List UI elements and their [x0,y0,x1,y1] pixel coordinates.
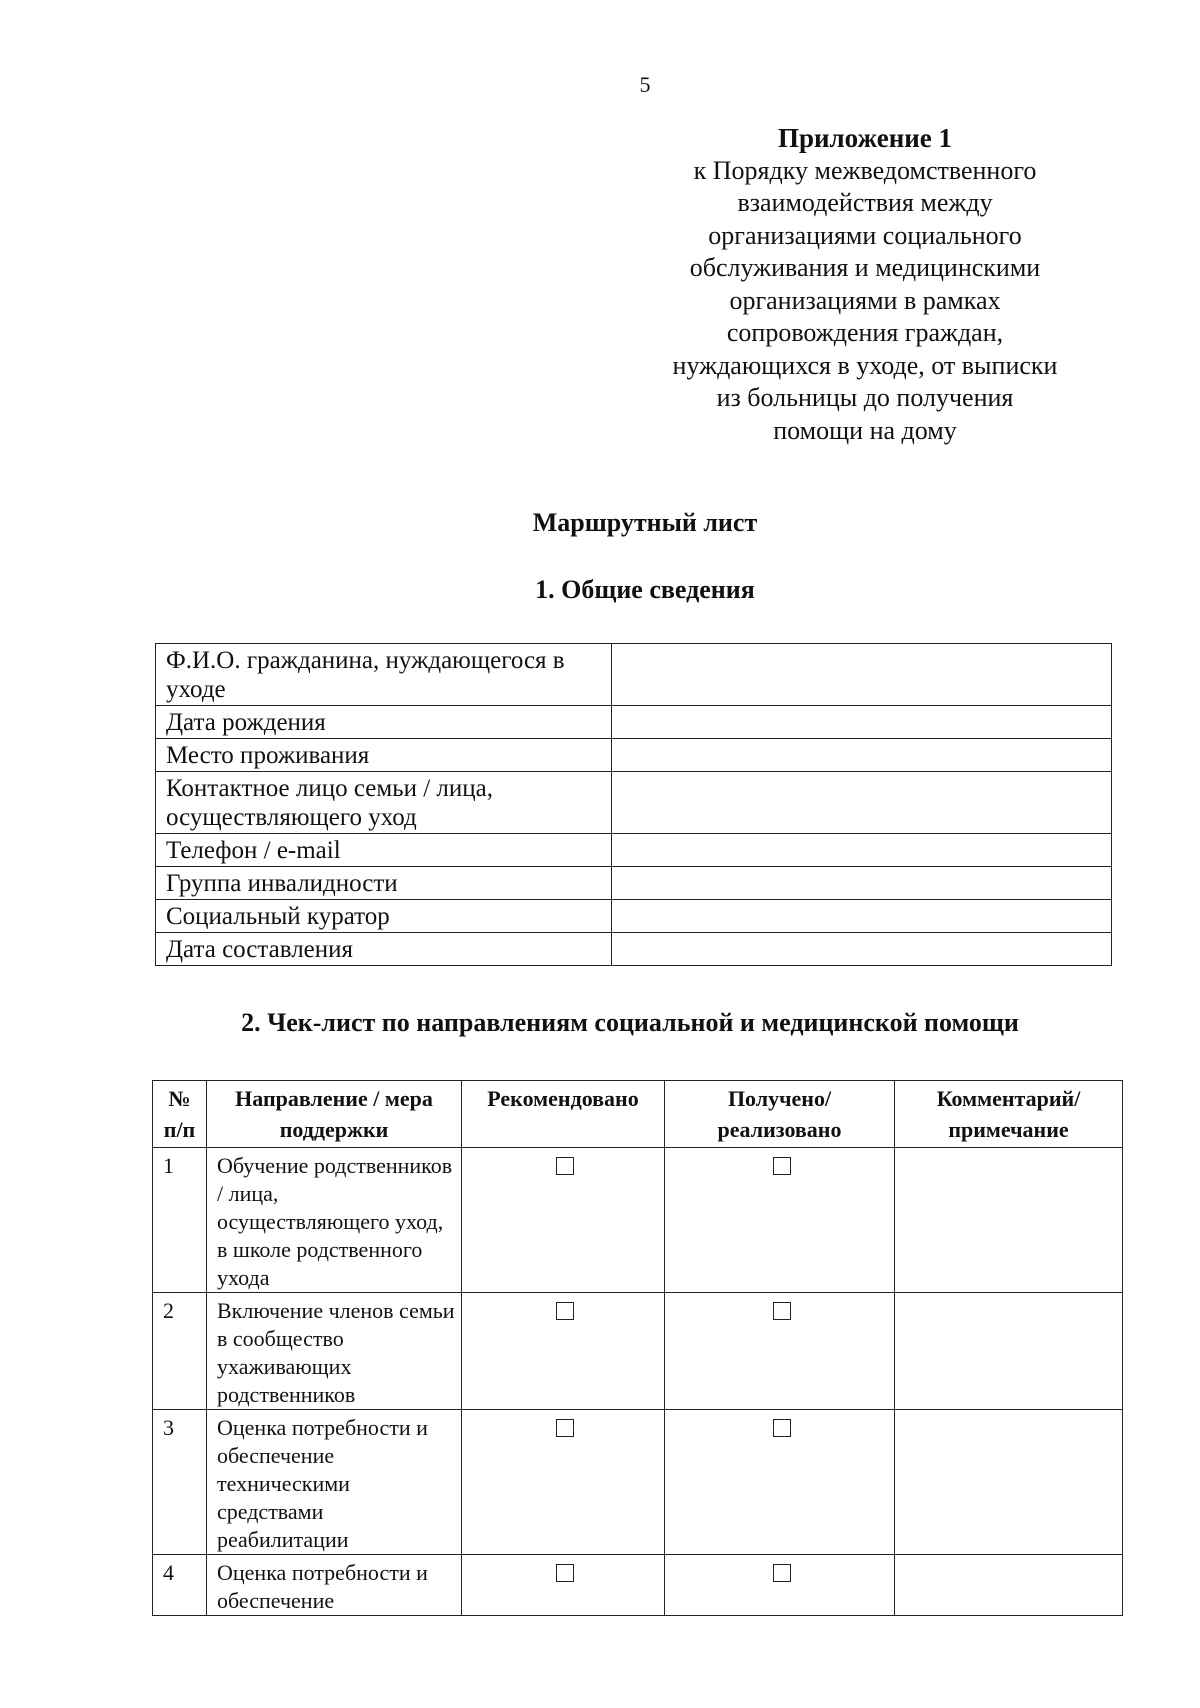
checklist-row [153,1148,1123,1293]
info-value-cell[interactable] [612,739,1112,772]
received-checkbox[interactable] [773,1302,791,1320]
checklist-row [153,1555,1123,1616]
appendix-line: обслуживания и медицинскими [689,253,1041,282]
recommended-checkbox[interactable] [556,1157,574,1175]
checklist-row [153,1293,1123,1410]
info-row [156,867,1112,900]
received-checkbox[interactable] [773,1564,791,1582]
row-number: 2 [153,1293,207,1410]
recommended-cell [462,1148,665,1293]
info-label: Ф.И.О. гражданина, нуждающегося в уходе [156,644,612,706]
row-number: 1 [153,1148,207,1293]
received-checkbox[interactable] [773,1419,791,1437]
info-row [156,900,1112,933]
received-checkbox[interactable] [773,1157,791,1175]
checklist-header-row [153,1081,1123,1148]
comment-cell[interactable] [895,1410,1123,1555]
info-value-cell[interactable] [612,900,1112,933]
header-num: № п/п [153,1081,207,1148]
appendix-line: помощи на дому [773,415,957,445]
comment-cell[interactable] [895,1148,1123,1293]
recommended-cell [462,1293,665,1410]
received-cell [665,1410,895,1555]
info-label: Дата рождения [156,706,612,739]
row-direction: Включение членов семьи в сообщество ухаживающих родственников [207,1293,462,1410]
header-comment: Комментарий/ примечание [895,1081,1123,1148]
received-cell [665,1293,895,1410]
received-cell [665,1148,895,1293]
info-row [156,644,1112,706]
info-label: Место проживания [156,739,612,772]
appendix-line: из больницы до получения [716,383,1014,412]
header-direction: Направление / мера поддержки [207,1081,462,1148]
received-cell [665,1555,895,1616]
info-value-cell[interactable] [612,867,1112,900]
row-direction: Оценка потребности и обеспечение [207,1555,462,1616]
section2-title: 2. Чек-лист по направлениям социальной и медицинской помощи [241,1008,1019,1037]
document-title: Маршрутный лист [532,508,758,537]
info-value-cell[interactable] [612,834,1112,867]
checklist-table [152,1080,1123,1616]
checklist-row [153,1410,1123,1555]
recommended-cell [462,1410,665,1555]
row-direction: Обучение родственников / лица, осуществляющего уход, в школе родственного ухода [207,1148,462,1293]
appendix-line: к Порядку межведомственного [693,155,1037,185]
info-label: Контактное лицо семьи / лица, осуществляющего уход [156,772,612,834]
row-number: 3 [153,1410,207,1555]
appendix-header [620,122,1110,447]
info-row [156,739,1112,772]
header-recommended: Рекомендовано [462,1081,665,1148]
recommended-checkbox[interactable] [556,1564,574,1582]
recommended-cell [462,1555,665,1616]
info-row [156,933,1112,966]
info-label: Дата составления [156,933,612,966]
header-received: Получено/ реализовано [665,1081,895,1148]
row-direction: Оценка потребности и обеспечение техническими средствами реабилитации [207,1410,462,1555]
info-row [156,706,1112,739]
info-label: Телефон / e-mail [156,834,612,867]
info-value-cell[interactable] [612,644,1112,706]
info-label: Социальный куратор [156,900,612,933]
recommended-checkbox[interactable] [556,1302,574,1320]
info-value-cell[interactable] [612,933,1112,966]
info-value-cell[interactable] [612,706,1112,739]
info-row [156,834,1112,867]
appendix-line: нуждающихся в уходе, от выписки [672,350,1058,380]
appendix-line: организациями в рамках [729,285,1001,315]
info-row [156,772,1112,834]
appendix-title: Приложение 1 [777,123,953,153]
info-value-cell[interactable] [612,772,1112,834]
appendix-line: сопровождения граждан, [726,318,1004,347]
section1-title: 1. Общие сведения [535,575,755,604]
general-info-table [155,643,1112,966]
comment-cell[interactable] [895,1555,1123,1616]
info-label: Группа инвалидности [156,867,612,900]
comment-cell[interactable] [895,1293,1123,1410]
appendix-line: организациями социального [708,220,1022,250]
row-number: 4 [153,1555,207,1616]
page-number: 5 [639,72,651,97]
appendix-line: взаимодействия между [737,188,993,217]
recommended-checkbox[interactable] [556,1419,574,1437]
